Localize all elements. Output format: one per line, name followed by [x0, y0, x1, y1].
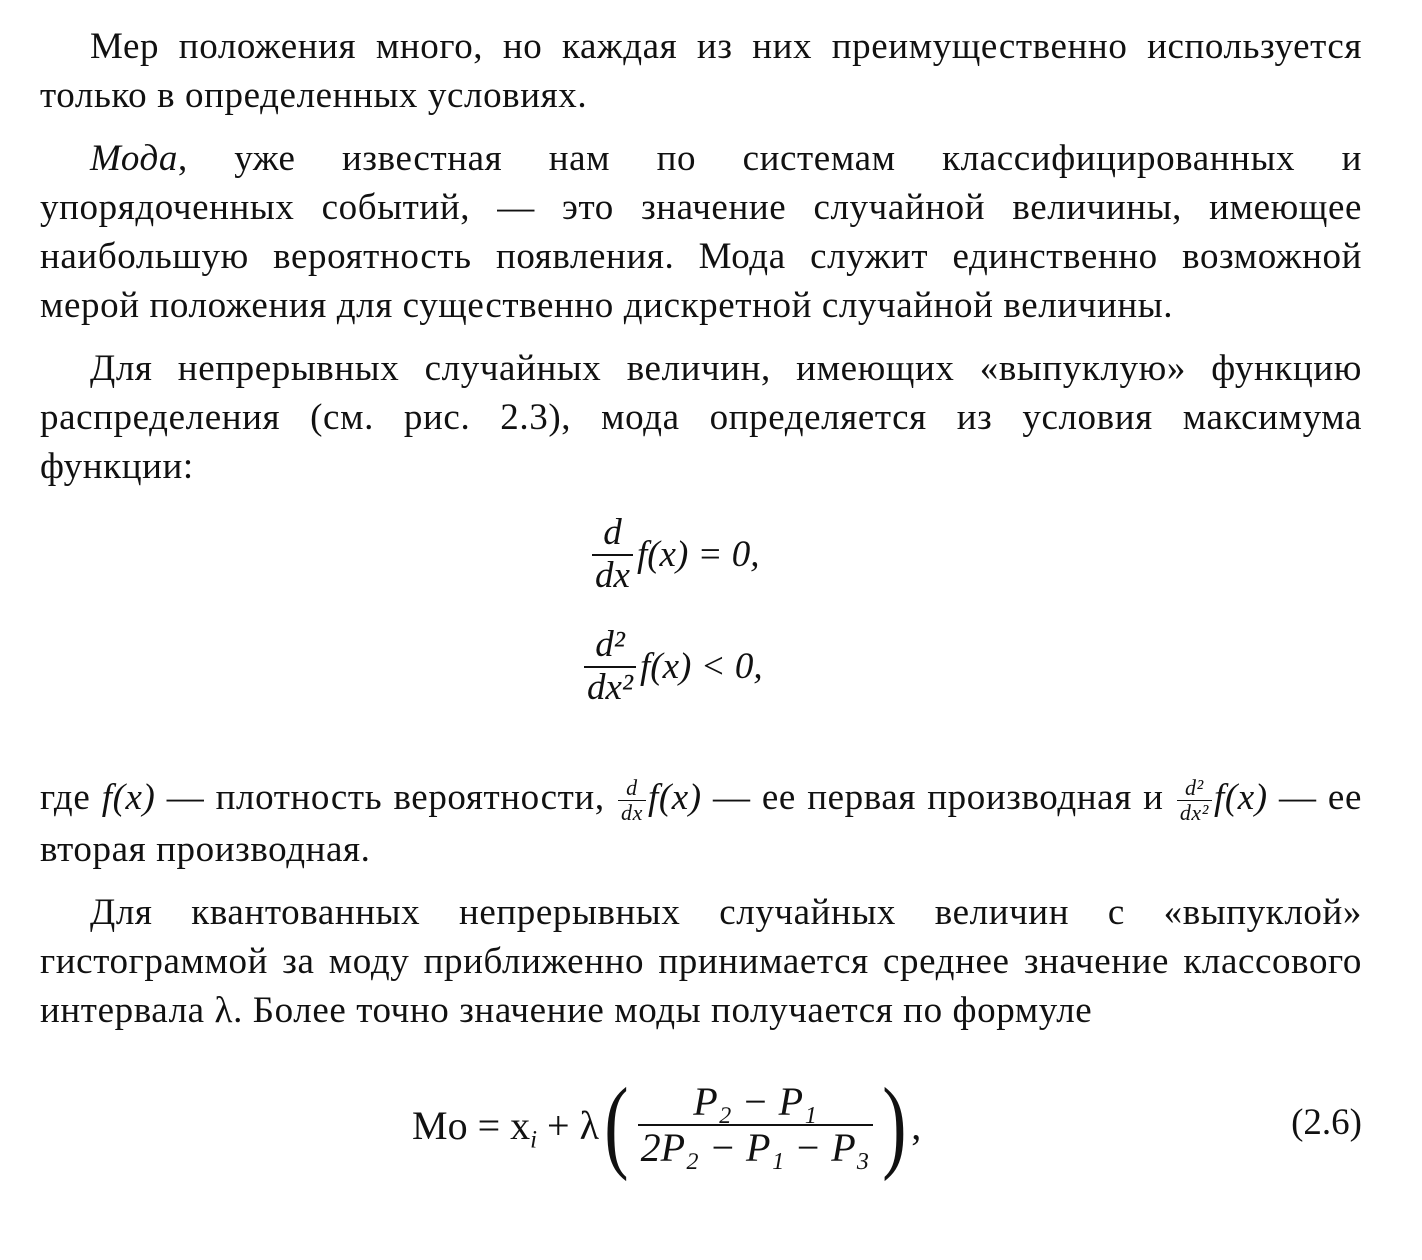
paragraph-continuous: Для непрерывных случайных величин, имеющих «выпуклую» функцию распределения (см. рис. 2.3), мода определяется из условия максимума функции: [40, 348, 1362, 487]
left-paren: ( [604, 1067, 629, 1183]
equation-second-derivative [580, 625, 763, 708]
term-mode: Мода [90, 138, 178, 179]
paragraph-mode-definition [40, 134, 1362, 330]
inline-fraction-d-dx [618, 776, 646, 825]
paragraph-derivatives [40, 773, 1362, 874]
paragraph-mode-text: , уже известная нам по системам классифицированных и упорядоченных событий, — это значение случайной величины, имеющее наибольшую вероятность появления. Мода служит единственно возможной мерой положения для существенно дискретной случайной величины. [40, 138, 1362, 326]
text-first-derivative: — ее первая производная и [713, 777, 1164, 818]
fraction-numerator: d [626, 774, 638, 800]
fraction-d-dx [592, 513, 633, 596]
equation-block-conditions [40, 513, 1362, 753]
fraction-numerator: d² [595, 624, 625, 665]
text-where: где [40, 777, 91, 818]
formula-lambda: + λ [537, 1102, 599, 1148]
formula-lhs-text: Mo = x [412, 1102, 531, 1148]
inline-fx: f(x) [647, 777, 702, 818]
fraction-numerator: d [603, 512, 622, 553]
text-density: — плотность вероятности, [166, 777, 605, 818]
fraction-numerator: d² [1185, 774, 1204, 800]
formula-fraction [638, 1080, 873, 1170]
paragraph-intro: Мер положения много, но каждая из них преимущественно используется только в определенных условиях. [40, 26, 1362, 116]
equation-first-derivative [588, 513, 760, 596]
equation-rhs: f(x) < 0, [640, 646, 763, 688]
formula-trailing-comma: , [911, 1102, 922, 1148]
formula-mode-2-6 [40, 1065, 1362, 1185]
equation-rhs: f(x) = 0, [636, 534, 760, 576]
inline-fraction-d2-dx2 [1177, 776, 1212, 825]
fraction-denominator: dx [595, 554, 630, 596]
text-second-derivative: — ее вторая производная. [40, 777, 1362, 871]
inline-fx: f(x) [1213, 777, 1268, 818]
formula-lhs [412, 1102, 538, 1154]
fraction-d2-dx2 [584, 625, 636, 708]
formula-lhs-subscript: i [530, 1126, 538, 1154]
fraction-denominator: dx [620, 800, 643, 826]
equation-number: (2.6) [1291, 1102, 1362, 1144]
fraction-denominator: dx² [587, 666, 634, 708]
formula-numerator: P₂ − P₁ [693, 1079, 817, 1125]
formula-body [412, 1065, 921, 1185]
formula-denominator: 2P₂ − P₁ − P₃ [640, 1125, 870, 1171]
inline-fx: f(x) [101, 777, 156, 818]
page-content [40, 22, 1362, 1185]
fraction-denominator: dx² [1179, 800, 1209, 826]
paragraph-quantized: Для квантованных непрерывных случайных величин с «выпуклой» гистограммой за моду приближенно принимается среднее значение классового интервала λ. Более точно значение моды получается по формуле [40, 892, 1362, 1032]
right-paren: ) [881, 1067, 907, 1183]
